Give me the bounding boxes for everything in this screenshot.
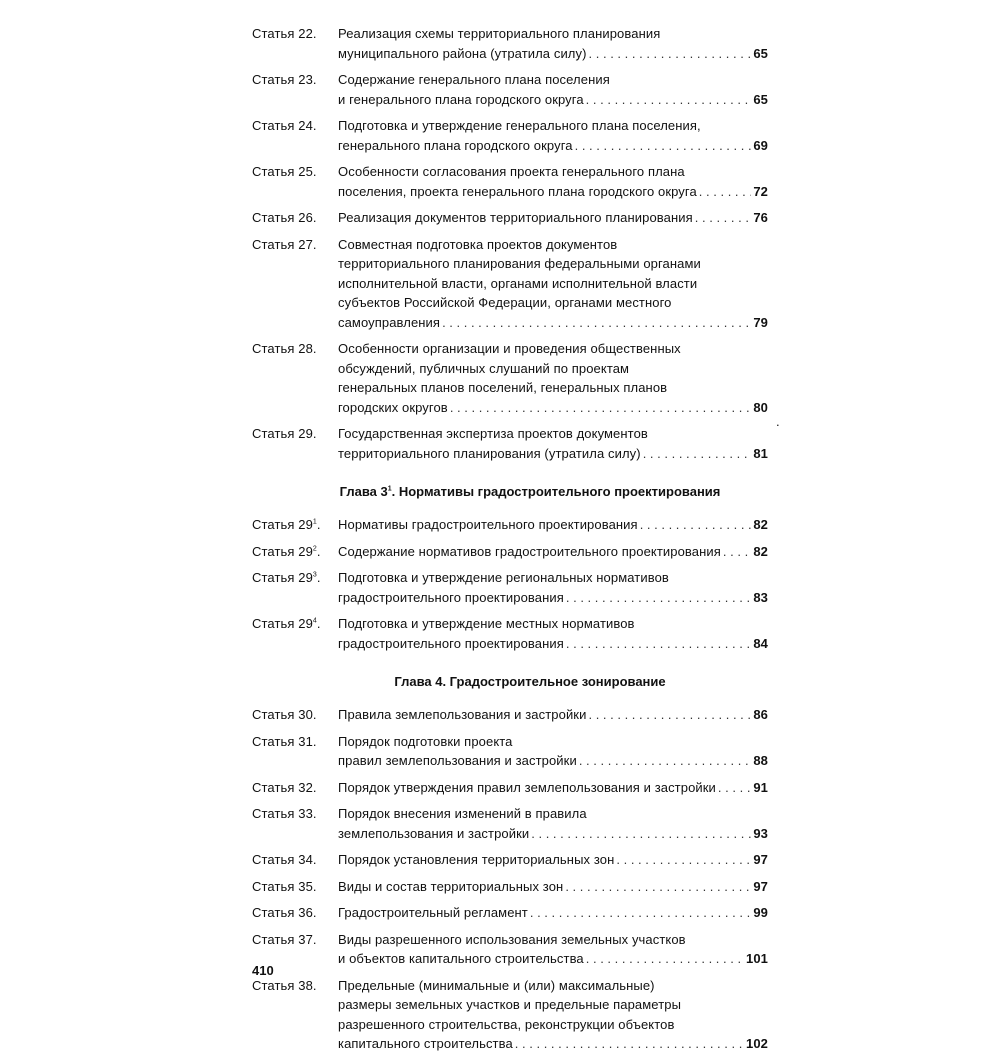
- chapter-prefix: Глава 3: [339, 484, 388, 499]
- article-number: $29^2$.: [298, 543, 321, 559]
- article-number: [298, 806, 316, 821]
- toc-entry: [252, 208, 768, 228]
- dot-leader: [577, 751, 752, 771]
- entry-title-line: территориального планирования (утратила силу): [338, 445, 641, 461]
- entry-title-line: Правила землепользования и застройки: [338, 707, 587, 722]
- toc-entry: [252, 930, 768, 969]
- dot-leader: [563, 877, 751, 897]
- entry-title-line: Реализация схемы территориального планирования: [338, 26, 661, 41]
- article-number-value: 30.: [298, 707, 317, 722]
- article-prefix: Статья: [252, 118, 295, 133]
- entry-title-line: Подготовка и утверждение местных нормативов: [338, 616, 635, 631]
- dot-leader: [513, 1034, 744, 1054]
- article-number-value: 35.: [298, 878, 317, 894]
- article-number: [298, 426, 316, 441]
- article-prefix: Статья: [252, 707, 295, 722]
- article-number: [298, 164, 316, 179]
- toc-entry: [252, 542, 768, 562]
- article-label: [252, 116, 337, 136]
- article-prefix: Статья: [252, 341, 295, 356]
- article-number-superscript: 3: [312, 571, 317, 579]
- dot-leader: [614, 850, 751, 870]
- article-number-value: 29: [298, 570, 313, 585]
- entry-title: [338, 804, 768, 843]
- entry-page-number: 91: [753, 779, 768, 795]
- entry-title-line: градостроительного проектирования: [338, 589, 564, 605]
- entry-last-line: [338, 398, 768, 418]
- entry-page-number: 97: [753, 878, 768, 894]
- entry-page-number: 72: [753, 183, 768, 199]
- entry-page-number: 69: [753, 137, 768, 153]
- entry-title: [338, 877, 768, 897]
- entry-page-number: 101: [746, 951, 768, 966]
- article-number: [298, 780, 316, 795]
- article-label: [252, 339, 337, 359]
- table-of-contents: [252, 24, 768, 1061]
- article-number-value: 27.: [298, 236, 317, 252]
- article-label: [252, 235, 337, 255]
- entry-title-line: городских округов: [338, 399, 448, 415]
- entry-page-number: 99: [753, 905, 768, 920]
- entry-page-number: 65: [753, 45, 768, 61]
- entry-title: [338, 568, 768, 607]
- article-number: $29^3$.: [298, 570, 321, 585]
- article-label: [252, 208, 337, 228]
- article-number: [298, 341, 316, 356]
- entry-page-number: 79: [753, 314, 768, 330]
- entry-page-number: 84: [753, 635, 768, 651]
- toc-entry: [252, 424, 768, 463]
- dot-leader: [564, 588, 751, 608]
- entry-title-line: муниципального района (утратила силу): [338, 45, 587, 61]
- entry-title-line: Порядок подготовки проекта: [338, 733, 513, 749]
- dot-leader: [697, 182, 752, 202]
- entry-last-line: [338, 515, 768, 535]
- entry-page-number: 102: [746, 1036, 768, 1051]
- article-number-value: 26.: [298, 210, 317, 225]
- entry-title: [338, 778, 768, 798]
- entry-title-line: территориального планирования федеральными органами: [338, 256, 701, 271]
- article-prefix: Статья: [252, 210, 295, 225]
- dot-leader: [641, 444, 752, 464]
- article-number: [298, 237, 316, 252]
- entry-last-line: [338, 705, 768, 725]
- entry-last-line: [338, 44, 768, 64]
- entry-last-line: [338, 850, 768, 870]
- toc-entry: [252, 515, 768, 535]
- entry-title: [338, 424, 768, 463]
- toc-entry: [252, 24, 768, 63]
- entry-page-number: 65: [753, 91, 768, 107]
- article-number-superscript: 2: [312, 545, 317, 553]
- article-number: [298, 707, 316, 722]
- entry-title-line: Государственная экспертиза проектов документов: [338, 426, 648, 441]
- toc-entry: [252, 614, 768, 653]
- article-label: [252, 70, 337, 90]
- article-number-value: 29.: [298, 426, 317, 441]
- entry-last-line: [338, 444, 768, 464]
- entry-page-number: 82: [753, 517, 768, 532]
- toc-entry: [252, 804, 768, 843]
- entry-title: [338, 162, 768, 201]
- entry-last-line: [338, 824, 768, 844]
- article-label: [252, 24, 337, 44]
- article-label: [252, 705, 337, 725]
- toc-section-chapter-4: [252, 705, 768, 1054]
- entry-title-line: Содержание нормативов градостроительного проектирования: [338, 543, 721, 559]
- article-number: [298, 879, 316, 894]
- article-label: [252, 614, 337, 634]
- entry-page-number: 83: [753, 589, 768, 605]
- chapter-title: . Нормативы градостроительного проектирования: [391, 484, 721, 499]
- article-number-superscript: 4: [312, 617, 317, 625]
- entry-title-line: правил землепользования и застройки: [338, 753, 577, 768]
- entry-title: [338, 903, 768, 923]
- entry-last-line: [338, 903, 768, 923]
- article-number-value: 24.: [298, 118, 317, 133]
- article-prefix: Статья: [252, 426, 295, 441]
- article-label: [252, 850, 337, 870]
- article-prefix: Статья: [252, 236, 295, 252]
- entry-title: [338, 116, 768, 155]
- entry-last-line: [338, 778, 768, 798]
- entry-title-line: Градостроительный регламент: [338, 905, 528, 920]
- chapter-superscript: 1: [387, 485, 392, 493]
- article-label: [252, 162, 337, 182]
- article-number: [298, 905, 316, 920]
- article-prefix: Статья: [252, 878, 295, 894]
- entry-title-line: Виды разрешенного использования земельных участков: [338, 931, 686, 947]
- entry-page-number: 88: [753, 753, 768, 768]
- entry-title: [338, 542, 768, 562]
- article-number-value: 38.: [298, 977, 317, 993]
- article-prefix: Статья: [252, 852, 295, 867]
- entry-title-line: Порядок утверждения правил землепользования и застройки: [338, 779, 716, 795]
- entry-last-line: [338, 208, 768, 228]
- article-prefix: Статья: [252, 931, 295, 947]
- toc-section-chapter-3: [252, 24, 768, 463]
- entry-last-line: [338, 634, 768, 654]
- article-number-value: 37.: [298, 931, 317, 947]
- entry-title-line: исполнительной власти, органами исполнительной власти: [338, 275, 698, 291]
- entry-last-line: [338, 313, 768, 333]
- dot-leader: [440, 313, 751, 333]
- article-label: [252, 930, 337, 950]
- article-number-value: 29: [298, 616, 313, 631]
- entry-title-line: Порядок установления территориальных зон: [338, 852, 615, 867]
- entry-title-line: генерального плана городского округа: [338, 137, 573, 153]
- article-label: [252, 732, 337, 752]
- entry-title-line: и объектов капитального строительства: [338, 951, 584, 966]
- article-label: [252, 568, 337, 588]
- entry-title-line: Виды и состав территориальных зон: [338, 878, 564, 894]
- article-number: [298, 118, 316, 133]
- article-number-value: 33.: [298, 806, 317, 821]
- entry-title-line: Особенности согласования проекта генерального плана: [338, 164, 685, 179]
- entry-title: [338, 70, 768, 109]
- article-label: [252, 778, 337, 798]
- entry-last-line: [338, 136, 768, 156]
- toc-entry: [252, 70, 768, 109]
- article-prefix: Статья: [252, 616, 295, 631]
- article-number: [298, 978, 316, 993]
- stray-mark: .: [776, 414, 780, 429]
- article-number: [298, 26, 316, 41]
- entry-title-line: капитального строительства: [338, 1036, 513, 1051]
- article-number: [298, 852, 316, 867]
- article-number-value: 29: [298, 543, 313, 559]
- entry-title-line: и генерального плана городского округа: [338, 91, 584, 107]
- entry-title: [338, 515, 768, 535]
- entry-title: [338, 976, 768, 1054]
- entry-title-line: размеры земельных участков и предельные параметры: [338, 997, 682, 1012]
- entry-title-line: разрешенного строительства, реконструкции объектов: [338, 1016, 675, 1032]
- entry-title: [338, 614, 768, 653]
- dot-leader: [528, 903, 751, 923]
- article-number-value: 28.: [298, 341, 317, 356]
- chapter-heading-3-1: [292, 482, 768, 502]
- article-prefix: Статья: [252, 779, 295, 795]
- article-number: $29^4$.: [298, 616, 321, 631]
- dot-leader: [638, 515, 752, 535]
- entry-page-number: 82: [753, 543, 768, 559]
- article-label: [252, 804, 337, 824]
- entry-title: [338, 850, 768, 870]
- entry-last-line: [338, 949, 768, 969]
- entry-title-line: Содержание генерального плана поселения: [338, 72, 610, 87]
- dot-leader: [448, 398, 752, 418]
- entry-title: [338, 732, 768, 771]
- toc-entry: [252, 850, 768, 870]
- article-prefix: Статья: [252, 517, 295, 532]
- entry-title: [338, 930, 768, 969]
- toc-entry: [252, 235, 768, 333]
- article-number: $29^1$.: [298, 517, 321, 532]
- entry-title-line: Нормативы градостроительного проектирования: [338, 517, 638, 532]
- dot-leader: [564, 634, 751, 654]
- entry-page-number: 86: [753, 707, 768, 722]
- entry-page-number: 97: [753, 852, 768, 867]
- entry-page-number: 81: [753, 445, 768, 461]
- article-label: [252, 515, 337, 535]
- article-prefix: Статья: [252, 733, 295, 749]
- article-number-value: 29: [298, 517, 313, 532]
- entry-last-line: [338, 751, 768, 771]
- entry-title-line: градостроительного проектирования: [338, 635, 564, 651]
- entry-title-line: Предельные (минимальные и (или) максимальные): [338, 977, 655, 993]
- dot-leader: [587, 44, 752, 64]
- entry-title: [338, 339, 768, 417]
- article-number-value: 25.: [298, 164, 317, 179]
- article-prefix: Статья: [252, 543, 295, 559]
- entry-title: [338, 24, 768, 63]
- entry-last-line: [338, 1034, 768, 1054]
- dot-leader: [573, 136, 752, 156]
- entry-page-number: 76: [753, 210, 768, 225]
- entry-title-line: генеральных планов поселений, генеральных планов: [338, 380, 668, 395]
- dot-leader: [584, 949, 744, 969]
- chapter-title: Глава 4. Градостроительное зонирование: [394, 674, 666, 689]
- dot-leader: [693, 208, 752, 228]
- article-label: [252, 976, 337, 996]
- article-number-superscript: 1: [312, 518, 317, 526]
- entry-last-line: [338, 588, 768, 608]
- article-number: [298, 734, 316, 749]
- article-label: [252, 542, 337, 562]
- entry-title-line: обсуждений, публичных слушаний по проектам: [338, 360, 630, 376]
- entry-page-number: 80: [753, 399, 768, 415]
- article-label: [252, 877, 337, 897]
- article-prefix: Статья: [252, 26, 295, 41]
- dot-leader: [721, 542, 751, 562]
- toc-entry: [252, 976, 768, 1054]
- toc-entry: [252, 705, 768, 725]
- toc-entry: [252, 568, 768, 607]
- article-prefix: Статья: [252, 72, 295, 87]
- entry-last-line: [338, 542, 768, 562]
- article-number-value: 22.: [298, 26, 317, 41]
- entry-title: [338, 705, 768, 725]
- article-number-value: 36.: [298, 905, 317, 920]
- article-number: [298, 932, 316, 947]
- dot-leader: [586, 705, 751, 725]
- article-label: [252, 424, 337, 444]
- article-number-value: 31.: [298, 733, 317, 749]
- article-number-value: 34.: [298, 852, 317, 867]
- page-number: 410: [252, 963, 274, 978]
- article-prefix: Статья: [252, 806, 295, 821]
- dot-leader: [584, 90, 752, 110]
- entry-title-line: Порядок внесения изменений в правила: [338, 806, 587, 821]
- toc-entry: [252, 778, 768, 798]
- article-prefix: Статья: [252, 977, 295, 993]
- entry-last-line: [338, 877, 768, 897]
- entry-title-line: Совместная подготовка проектов документов: [338, 236, 618, 252]
- toc-entry: [252, 732, 768, 771]
- dot-leader: [716, 778, 751, 798]
- entry-title: [338, 208, 768, 228]
- toc-entry: [252, 339, 768, 417]
- entry-title: [338, 235, 768, 333]
- toc-entry: [252, 116, 768, 155]
- article-prefix: Статья: [252, 905, 295, 920]
- toc-section-chapter-3-1: [252, 515, 768, 653]
- dot-leader: [529, 824, 751, 844]
- entry-last-line: [338, 90, 768, 110]
- entry-title-line: Подготовка и утверждение региональных нормативов: [338, 570, 669, 585]
- article-number: [298, 210, 316, 225]
- entry-title-line: землепользования и застройки: [338, 825, 530, 841]
- chapter-heading-4: [292, 672, 768, 692]
- entry-last-line: [338, 182, 768, 202]
- entry-title-line: самоуправления: [338, 314, 441, 330]
- entry-title-line: поселения, проекта генерального плана городского округа: [338, 183, 697, 199]
- article-number-value: 23.: [298, 72, 317, 87]
- article-label: [252, 903, 337, 923]
- entry-title-line: Подготовка и утверждение генерального плана поселения,: [338, 118, 701, 133]
- article-number: [298, 72, 316, 87]
- entry-page-number: 93: [753, 825, 768, 841]
- toc-entry: [252, 903, 768, 923]
- entry-title-line: Особенности организации и проведения общественных: [338, 341, 681, 356]
- article-number-value: 32.: [298, 779, 317, 795]
- entry-title-line: субъектов Российской Федерации, органами местного: [338, 295, 672, 310]
- entry-title-line: Реализация документов территориального планирования: [338, 210, 693, 225]
- article-prefix: Статья: [252, 570, 295, 585]
- article-prefix: Статья: [252, 164, 295, 179]
- toc-entry: [252, 877, 768, 897]
- toc-entry: [252, 162, 768, 201]
